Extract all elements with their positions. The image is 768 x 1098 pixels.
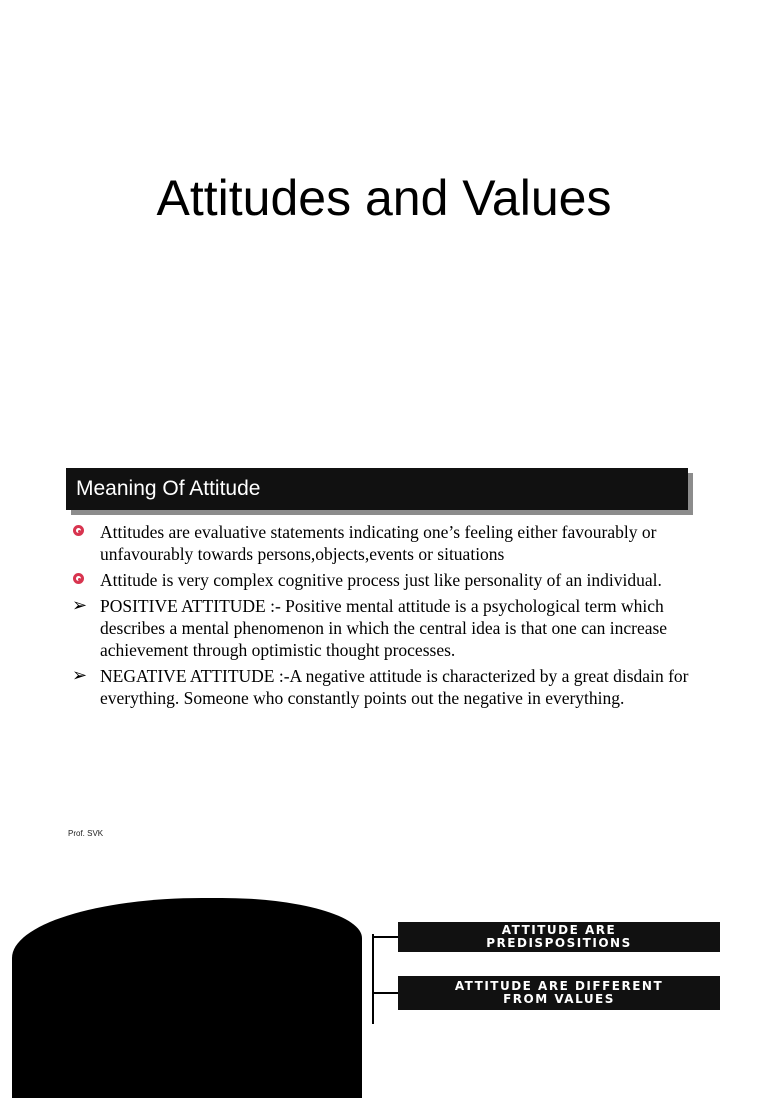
diagram-box: ATTITUDE ARE PREDISPOSITIONS [398,922,720,952]
list-item-text: Attitude is very complex cognitive process just like personality of an individual. [100,570,662,590]
decorative-shape [12,898,362,1098]
list-item-text: POSITIVE ATTITUDE :- Positive mental attitude is a psychological term which describes a mental phenomenon in which the central idea is that one can increase achievement through optimistic thought processes. [100,596,668,660]
page-title: Attitudes and Values [156,170,612,226]
list-item [72,569,692,591]
connector-line [372,934,374,1024]
list-item [72,521,692,565]
circle-bullet-icon [72,521,96,543]
bullet-list [72,521,692,713]
diagram-box: ATTITUDE ARE DIFFERENT FROM VALUES [398,976,720,1010]
circle-bullet-icon [72,569,96,591]
list-item [72,665,692,709]
connector-line [372,992,398,994]
list-item [72,595,692,661]
arrow-bullet-icon: ➢ [72,595,88,616]
footer-author: Prof. SVK [68,829,104,838]
section-heading-bar [66,468,688,510]
list-item-text: NEGATIVE ATTITUDE :-A negative attitude is characterized by a great disdain for everything. Someone who constantly points out the negative in everything. [100,666,689,708]
connector-line [372,936,398,938]
section-heading: Meaning Of Attitude [76,477,261,500]
list-item-text: Attitudes are evaluative statements indicating one’s feeling either favourably or unfavourably towards persons,objects,events or situations [100,522,657,564]
arrow-bullet-icon: ➢ [72,665,88,686]
